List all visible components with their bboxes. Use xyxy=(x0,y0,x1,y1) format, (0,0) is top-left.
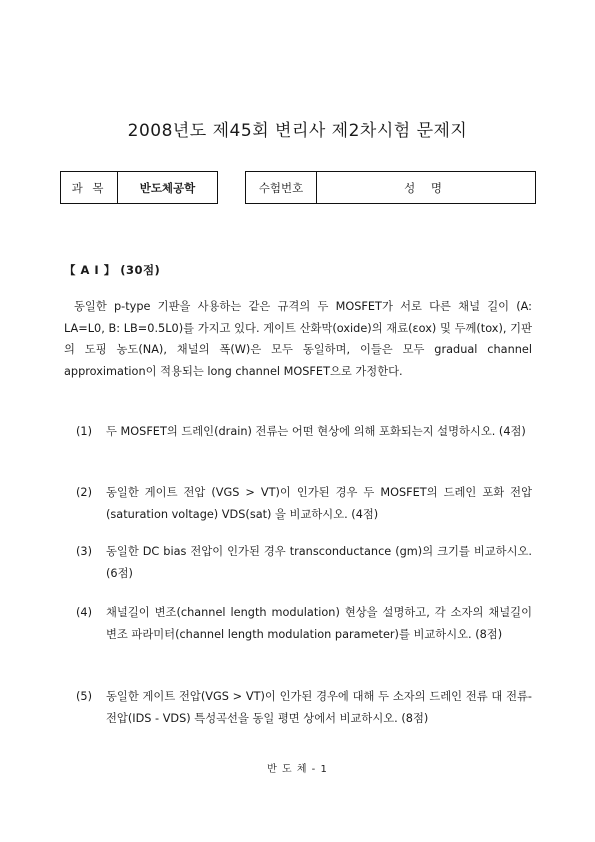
section-heading: 【 A Ⅰ 】 (30점) xyxy=(64,263,161,277)
question-text: 두 MOSFET의 드레인(drain) 전류는 어떤 현상에 의해 포화되는지 설명하시오. (4점) xyxy=(106,425,526,438)
question-number: (1) xyxy=(76,425,93,438)
question-text: 채널길이 변조(channel length modulation) 현상을 설명하고, 각 소자의 채널길이 변조 파라미터(channel length modulation parameter)를 비교하시오. (8점) xyxy=(106,606,532,641)
question-1 xyxy=(76,421,532,443)
question-number: (2) xyxy=(76,486,93,499)
exam-number-box xyxy=(245,171,536,204)
exam-number-label: 수험번호 xyxy=(258,180,304,195)
question-text: 동일한 DC bias 전압이 인가된 경우 transconductance (gm)의 크기를 비교하시오. (6점) xyxy=(106,545,532,580)
question-3 xyxy=(76,541,532,585)
question-number: (4) xyxy=(76,606,93,619)
subject-label: 과 목 xyxy=(71,180,107,195)
question-2 xyxy=(76,482,532,526)
page-footer: 반 도 체 - 1 xyxy=(267,764,328,775)
question-text: 동일한 게이트 전압 (VGS > VT)이 인가된 경우 두 MOSFET의 드레인 포화 전압(saturation voltage) VDS(sat) 을 비교하시오. (4점) xyxy=(106,486,532,521)
page-title: 2008년도 제45회 변리사 제2차시험 문제지 xyxy=(127,121,468,141)
subject-value: 반도체공학 xyxy=(117,172,217,203)
problem-intro: 동일한 p-type 기판을 사용하는 같은 규격의 두 MOSFET가 서로 다른 채널 길이 (A: LA=L0, B: LB=0.5L0)를 가지고 있다. 게이트 산화막(oxide)의 재료(εox) 및 두께(tox), 기판의 도핑 농도(NA), 채널의 폭(W)은 모두 동일하며, 이들은 모두 gradual channel approximation이 적용되는 long channel MOSFET으로 가정한다. xyxy=(64,300,532,378)
question-text: 동일한 게이트 전압(VGS > VT)이 인가된 경우에 대해 두 소자의 드레인 전류 대 전류-전압(IDS - VDS) 특성곡선을 동일 평면 상에서 비교하시오. (8점) xyxy=(106,690,532,725)
name-label: 성 명 xyxy=(316,172,535,203)
subject-box xyxy=(60,171,218,204)
question-number: (3) xyxy=(76,545,93,558)
question-number: (5) xyxy=(76,690,93,703)
question-5 xyxy=(76,686,532,730)
question-4 xyxy=(76,602,532,646)
